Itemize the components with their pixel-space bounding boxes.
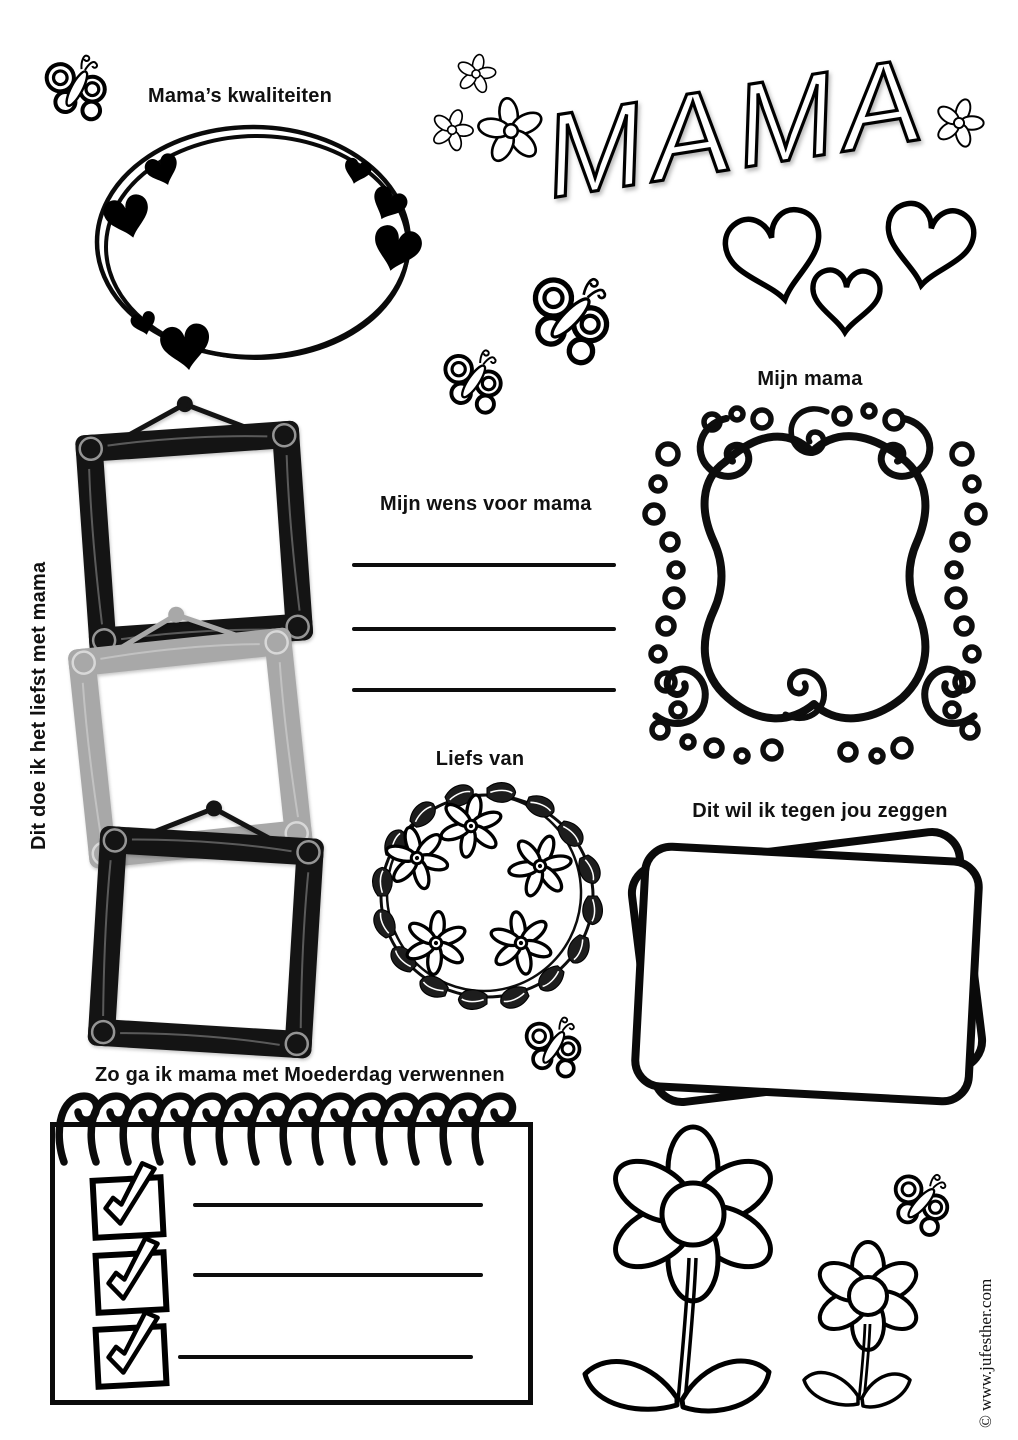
hearts-trio-icon bbox=[700, 180, 1018, 365]
liefs-van-wreath-frame[interactable] bbox=[350, 778, 625, 1018]
verwennen-heading: Zo ga ik mama met Moederdag verwennen bbox=[95, 1064, 505, 1086]
copyright-text: © www.jufesther.com bbox=[976, 1278, 995, 1428]
wish-line-3[interactable] bbox=[352, 688, 616, 692]
wish-line-1[interactable] bbox=[352, 563, 616, 567]
svg-text:MAMA: MAMA bbox=[535, 32, 938, 224]
wish-line-2[interactable] bbox=[352, 627, 616, 631]
liefs-van-heading: Liefs van bbox=[435, 748, 525, 770]
zeggen-heading: Dit wil ik tegen jou zeggen bbox=[692, 800, 948, 822]
butterfly-icon bbox=[885, 1163, 961, 1239]
wens-heading: Mijn wens voor mama bbox=[380, 493, 592, 515]
butterfly-icon bbox=[518, 1008, 592, 1082]
liefst-heading: Dit doe ik het liefst met mama bbox=[28, 561, 50, 850]
checkbox-2[interactable] bbox=[91, 1232, 191, 1316]
butterfly-icon bbox=[520, 262, 626, 368]
flower-icon bbox=[925, 92, 995, 162]
checklist-line-2[interactable] bbox=[193, 1273, 483, 1277]
zeggen-write-box[interactable] bbox=[612, 822, 1012, 1132]
daisy-small-icon bbox=[792, 1238, 942, 1413]
checkbox-1[interactable] bbox=[88, 1157, 188, 1241]
mijn-mama-heading: Mijn mama bbox=[757, 368, 863, 390]
daisy-large-icon bbox=[575, 1122, 810, 1417]
spiral-binding bbox=[52, 1086, 522, 1168]
checkbox-3[interactable] bbox=[91, 1306, 191, 1390]
checklist-line-3[interactable] bbox=[178, 1355, 473, 1359]
checklist-line-1[interactable] bbox=[193, 1203, 483, 1207]
butterfly-icon bbox=[436, 340, 514, 418]
kwaliteiten-heading: Mama’s kwaliteiten bbox=[147, 85, 333, 107]
photo-frame-3[interactable] bbox=[80, 792, 330, 1047]
kwaliteiten-heart-oval-frame[interactable] bbox=[58, 100, 443, 390]
mijn-mama-swirl-frame[interactable] bbox=[630, 392, 1000, 777]
